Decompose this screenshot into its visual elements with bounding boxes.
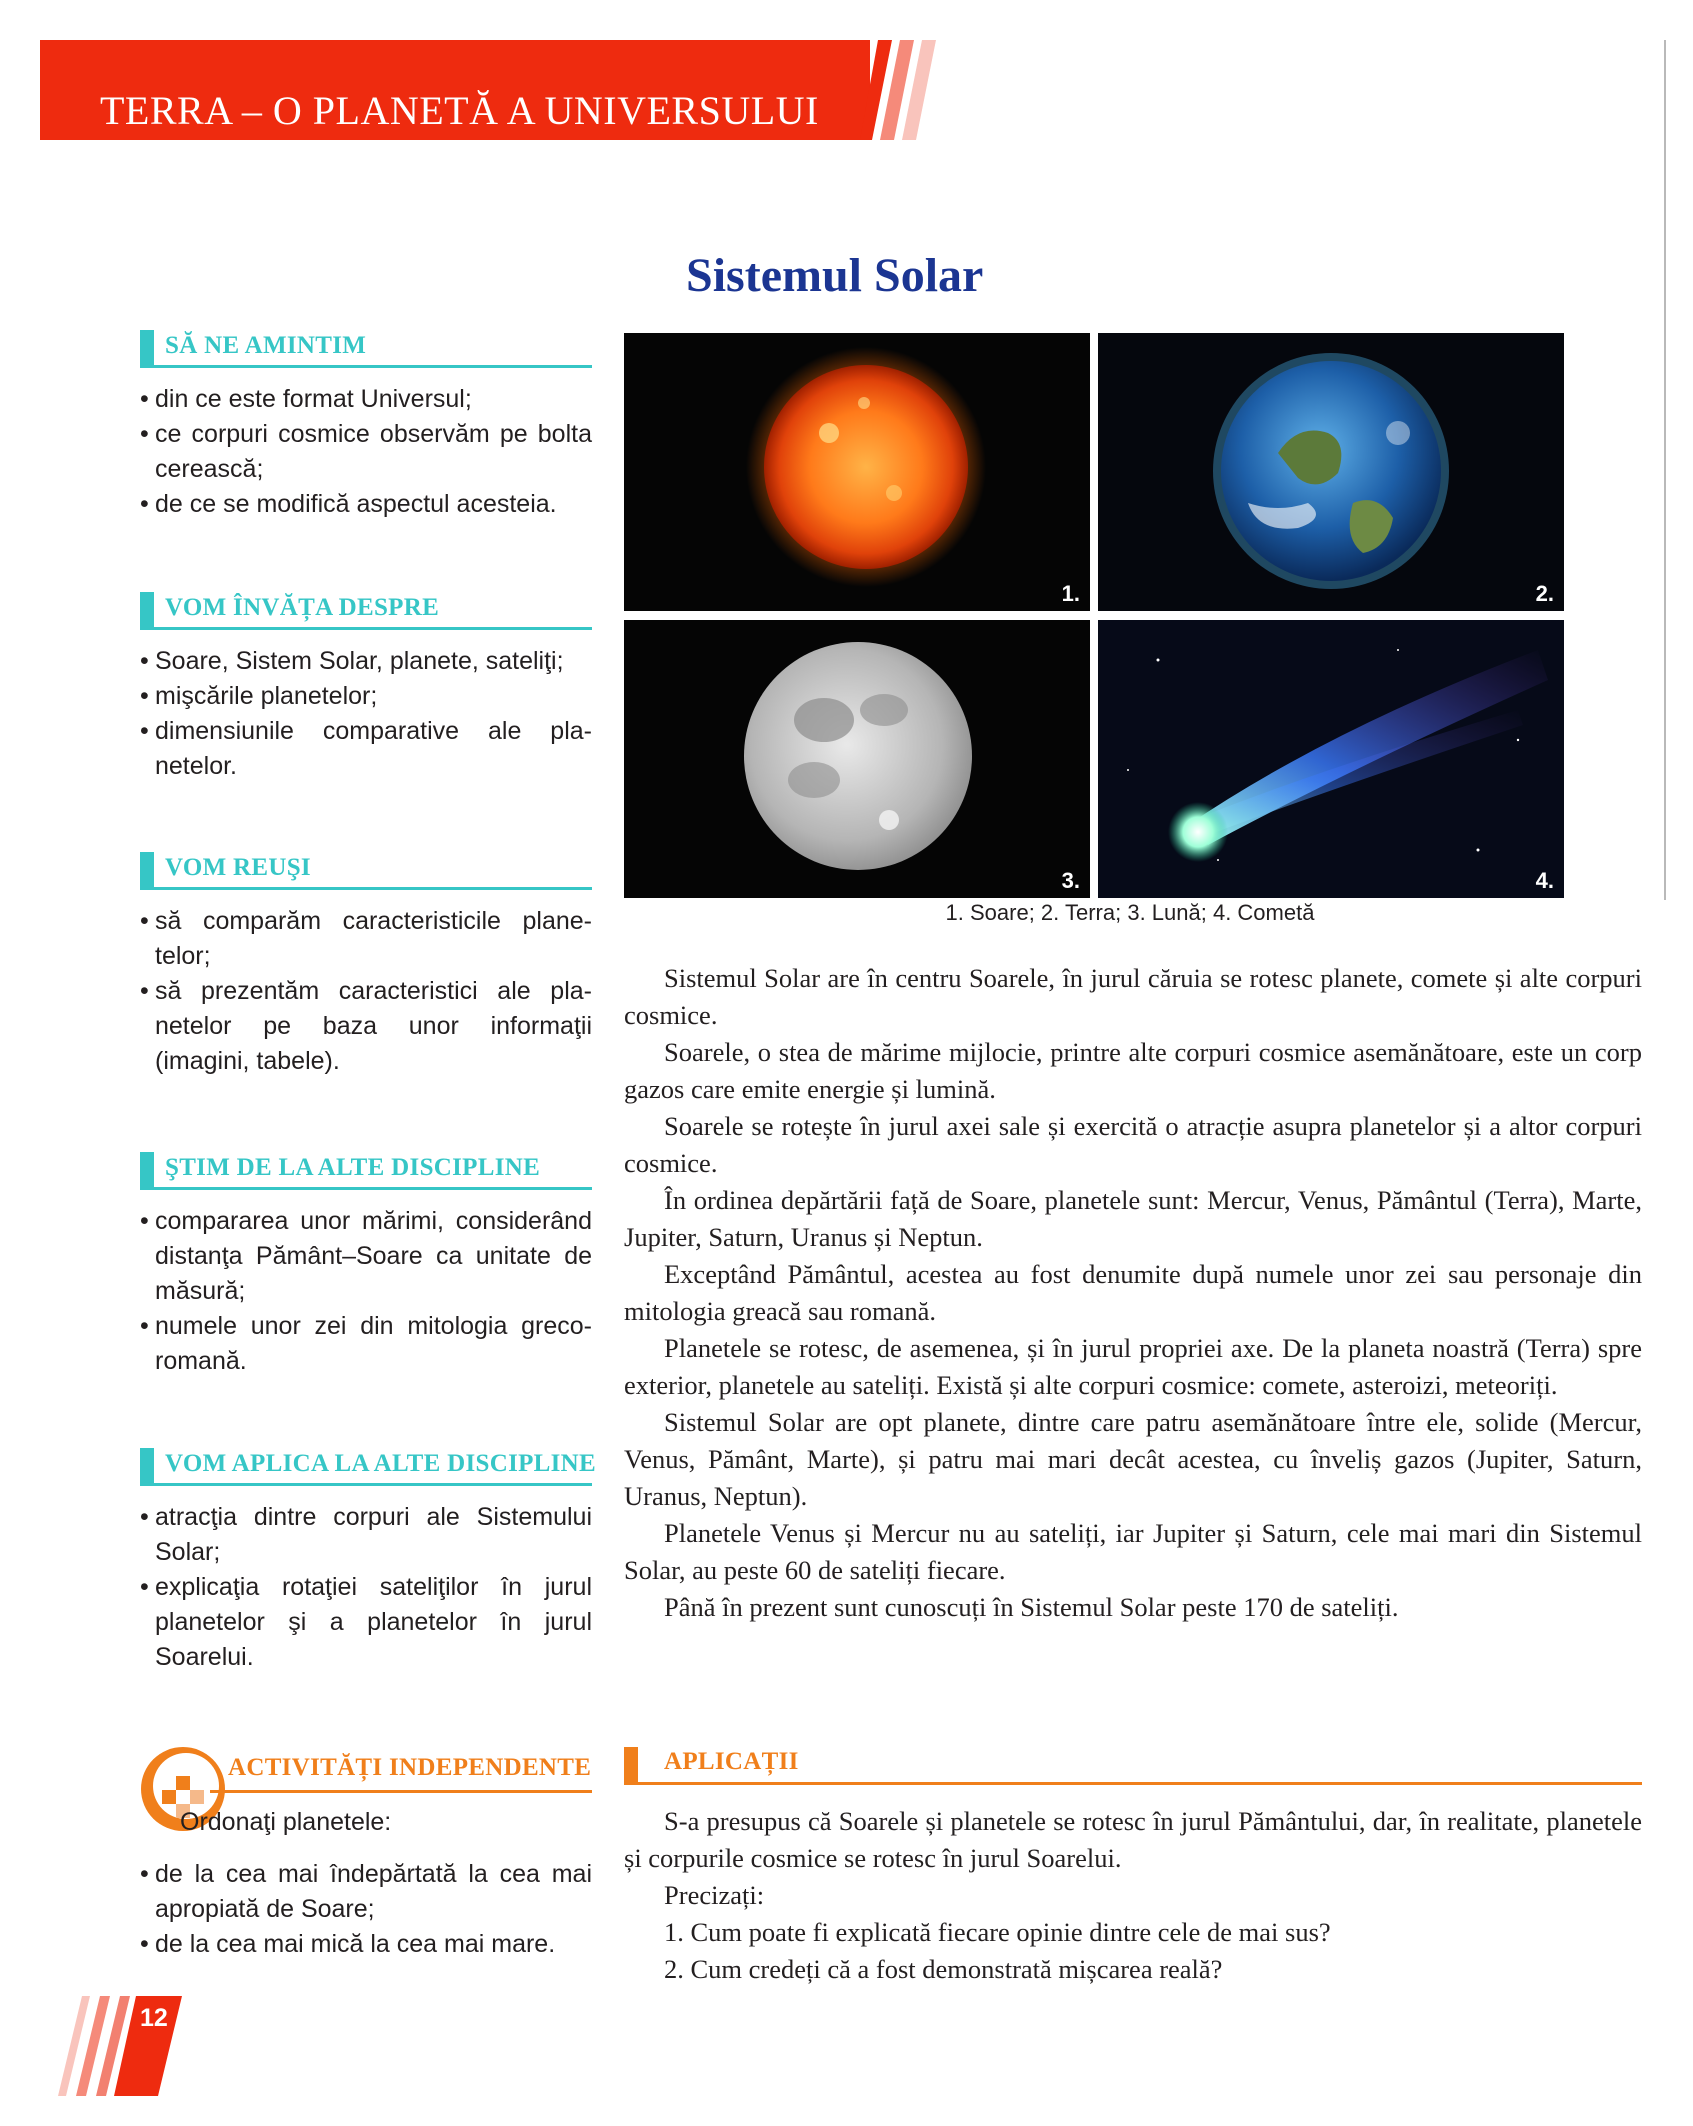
applications-label: APLICAȚII [664, 1748, 799, 1775]
activities-intro: Ordonaţi planetele: [180, 1808, 392, 1836]
list-item: • din ce este format Universul; [140, 382, 592, 417]
image-number: 1. [1061, 581, 1080, 606]
list-item: • să comparăm caracteristicile planetelor; [140, 904, 592, 974]
list-item: • atracţia dintre corpuri ale Sistemului Solar; [140, 1500, 592, 1570]
section-label: VOM ÎNVĂȚA DESPRE [165, 594, 440, 621]
list-item: • de ce se modifică aspectul acesteia. [140, 487, 592, 522]
page-number: 12 [140, 2004, 168, 2032]
list-item: • dimensiunile comparative ale planetelor. [140, 714, 592, 784]
list-item: • de la cea mai mică la cea mai mare. [140, 1927, 592, 1962]
earth-image [1098, 333, 1564, 611]
list-item: • să prezentăm caracteristici ale planetelor pe baza unor informaţii (imagini, tabele). [140, 974, 592, 1079]
applications-text [624, 1803, 1642, 1988]
paragraph: Sistemul Solar are opt planete, dintre care patru asemănătoare între ele, solide (Mercur, Venus, Pământ, Marte), și patru mai mari decât acestea, cu înveliș gazos (Jupiter, Saturn, Uranus, Neptun). [624, 1407, 1642, 1511]
paragraph: Soarele, o stea de mărime mijlocie, printre alte corpuri cosmice asemănătoare, este un corp gazos care emite energie și lumină. [624, 1037, 1642, 1104]
image-number: 4. [1535, 868, 1554, 893]
section-achieve [140, 850, 592, 1079]
paragraph: Exceptând Pământul, acestea au fost denumite după numele unor zei sau personaje din mitologia greacă sau romană. [624, 1259, 1642, 1326]
list-item: • numele unor zei din mitologia greco-romană. [140, 1309, 592, 1379]
paragraph: Soarele se rotește în jurul axei sale și exercită o atracție asupra planetelor și a altor corpuri cosmice. [624, 1111, 1642, 1178]
section-label: ŞTIM DE LA ALTE DISCIPLINE [165, 1154, 541, 1181]
section-apply [140, 1446, 597, 1675]
body-text [624, 960, 1642, 1626]
activities-list [140, 1857, 592, 1962]
applications-prompt: Precizați: [664, 1880, 765, 1910]
paragraph: Sistemul Solar are în centru Soarele, în jurul căruia se rotesc planete, comete și alte corpuri cosmice. [624, 963, 1642, 1030]
paragraph: Până în prezent sunt cunoscuți în Sistemul Solar peste 170 de sateliți. [664, 1592, 1399, 1622]
margin-rule [1664, 40, 1666, 900]
list-item: • explicaţia rotaţiei sateliţilor în jurul planetelor şi a planetelor în jurul Soarelui. [140, 1570, 592, 1675]
list-item: • ce corpuri cosmice observăm pe bolta cerească; [140, 417, 592, 487]
image-caption: 1. Soare; 2. Terra; 3. Lună; 4. Cometă [945, 900, 1315, 925]
applications-paragraph: S-a presupus că Soarele și planetele se rotesc în jurul Pământului, dar, în realitate, planetele și corpurile cosmice se rotesc în jurul Soarelui. [624, 1806, 1642, 1873]
section-other-disciplines [140, 1150, 592, 1379]
paragraph: În ordinea depărtării față de Soare, planetele sunt: Mercur, Venus, Pământul (Terra), Marte, Jupiter, Saturn, Uranus și Neptun. [624, 1185, 1642, 1252]
comet-image [1098, 620, 1564, 898]
activities-label: ACTIVITĂȚI INDEPENDENTE [228, 1754, 592, 1781]
question: 2. Cum credeți că a fost demonstrată mișcarea reală? [664, 1954, 1223, 1984]
applications-rule [624, 1782, 1642, 1785]
section-remember [140, 328, 592, 522]
list-item: • mişcările planetelor; [140, 679, 592, 714]
activities-rule [210, 1790, 592, 1793]
paragraph: Planetele se rotesc, de asemenea, și în jurul propriei axe. De la planeta noastră (Terra) spre exterior, planetele au sateliți. Există și alte corpuri cosmice: comete, asteroizi, meteoriți. [624, 1333, 1642, 1400]
image-number: 3. [1061, 868, 1080, 893]
moon-image [624, 620, 1090, 898]
paragraph: Planetele Venus și Mercur nu au sateliți, iar Jupiter și Saturn, cele mai mari din Sistemul Solar, au peste 60 de sateliți fiecare. [624, 1518, 1642, 1585]
section-label: VOM REUŞI [165, 854, 311, 881]
chapter-title: TERRA – O PLANETĂ A UNIVERSULUI [100, 88, 819, 133]
list-item: • de la cea mai îndepărtată la cea mai apropiată de Soare; [140, 1857, 592, 1927]
question: 1. Cum poate fi explicată fiecare opinie dintre cele de mai sus? [664, 1917, 1331, 1947]
list-item: • compararea unor mărimi, considerând distanţa Pământ–Soare ca unitate de măsură; [140, 1204, 592, 1309]
page-title: Sistemul Solar [686, 249, 984, 302]
image-number: 2. [1535, 581, 1554, 606]
list-item: • Soare, Sistem Solar, planete, sateliţi; [140, 644, 592, 679]
sun-image [624, 333, 1090, 611]
section-learn [140, 590, 592, 784]
applications-bar [624, 1747, 638, 1785]
banner-stripes [860, 40, 950, 140]
section-label: VOM APLICA LA ALTE DISCIPLINE [165, 1450, 597, 1477]
section-label: SĂ NE AMINTIM [165, 332, 367, 359]
